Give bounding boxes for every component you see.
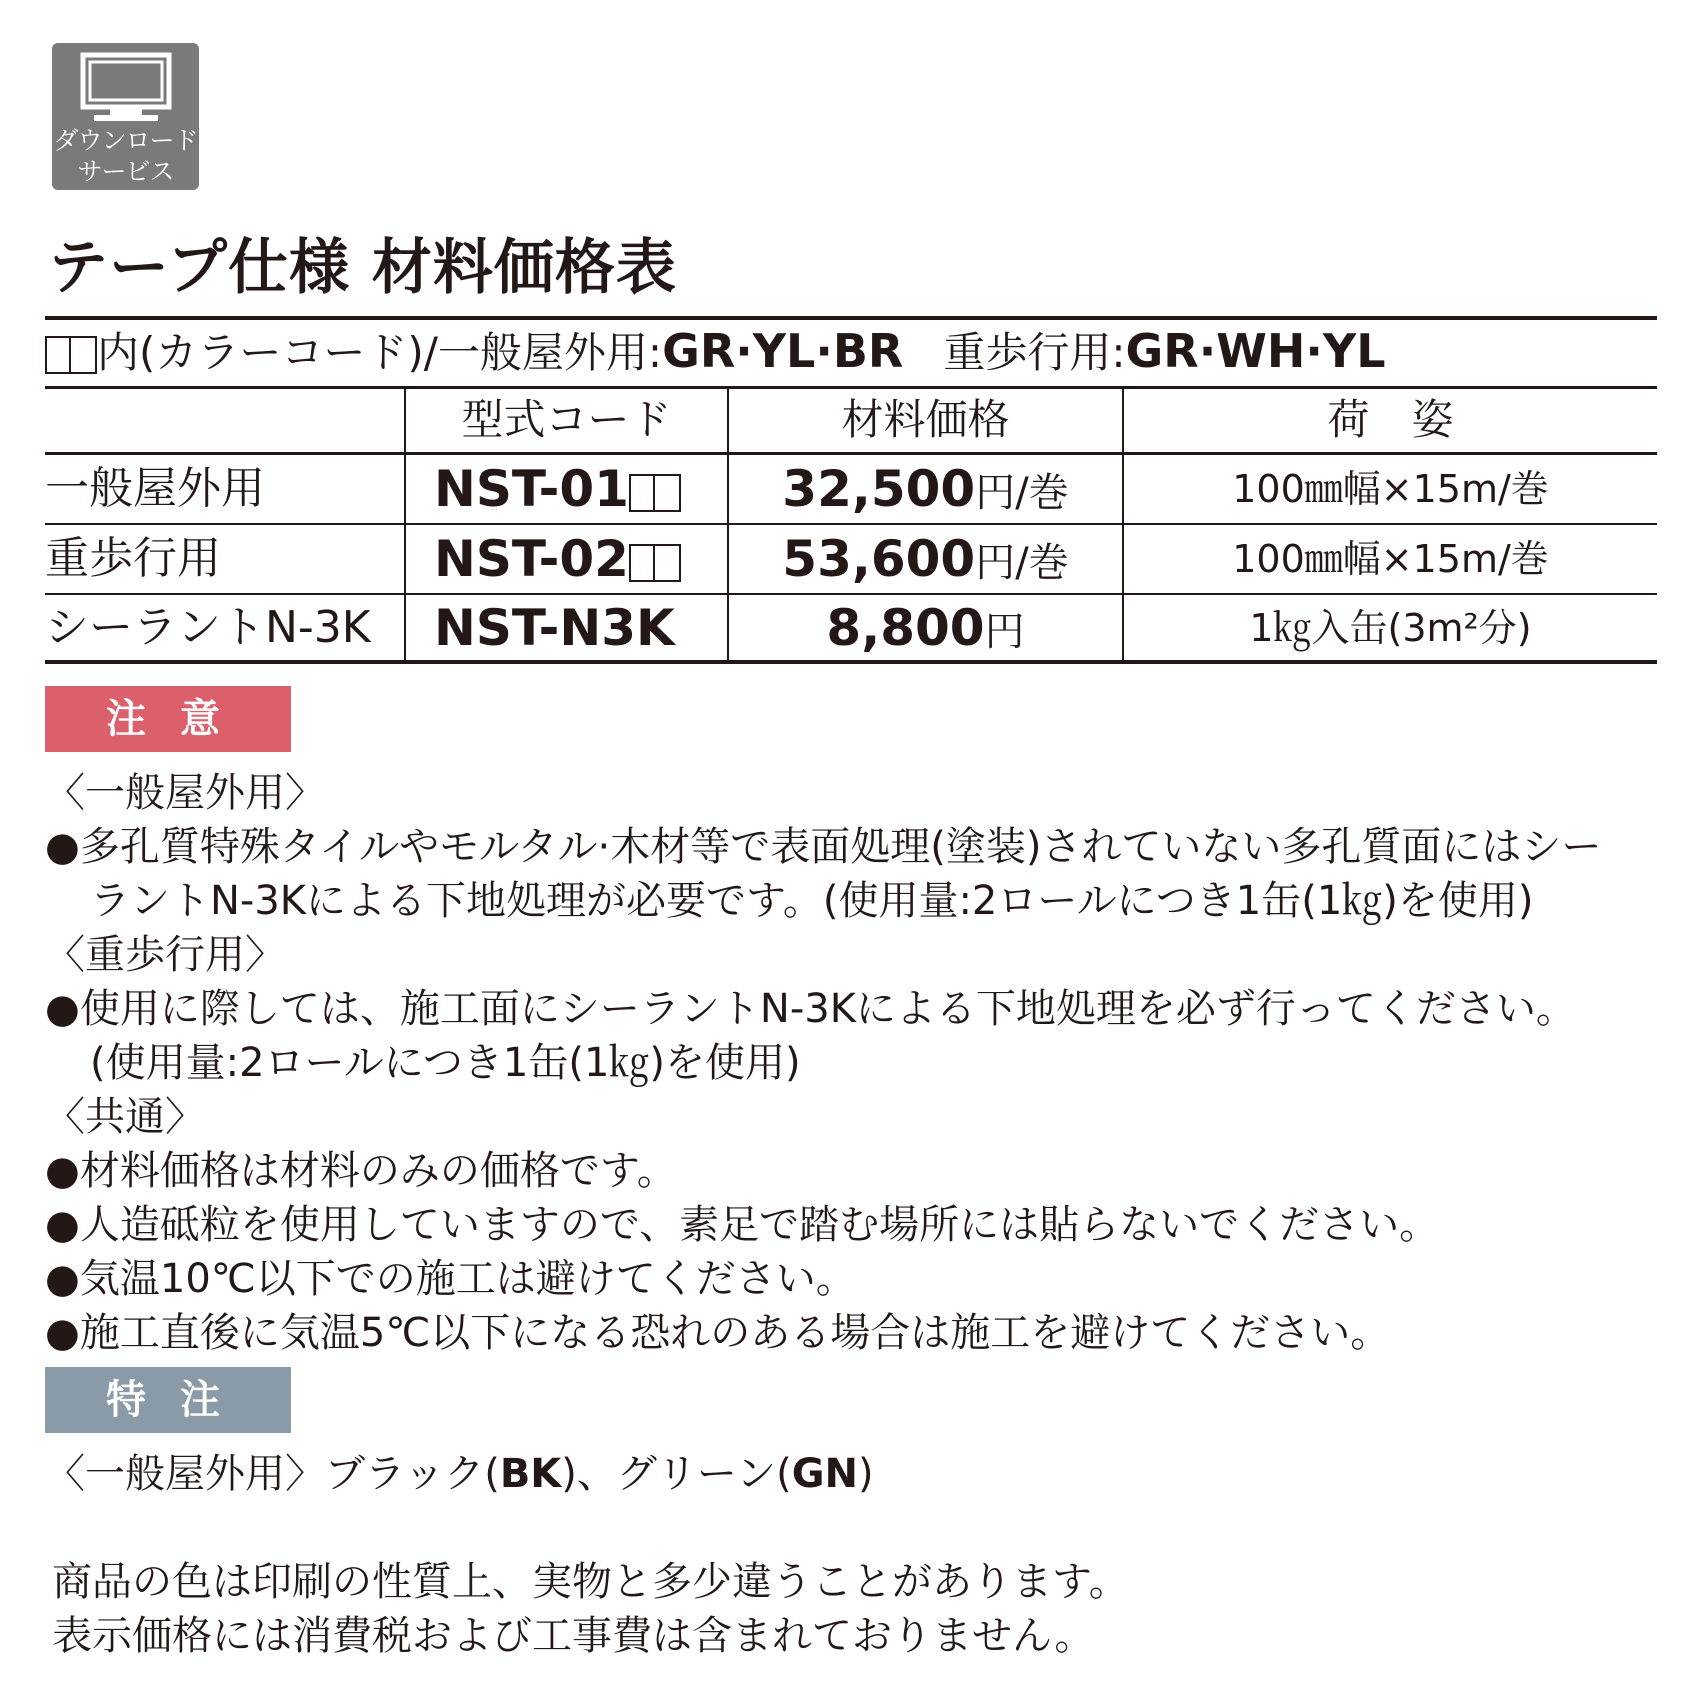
caution-line: ●多孔質特殊タイルやモルタル·木材等で表面処理(塗装)されていない多孔質面にはシー [45, 824, 1602, 870]
color-code-boxes [45, 323, 97, 389]
color-code-boxes [629, 533, 681, 593]
table-row-rule [45, 523, 1657, 525]
caution-line: ●使用に際しては、施工面にシーラントN-3Kによる下地処理を必ず行ってください。 [45, 986, 1576, 1032]
special-order-label: 特 注 [45, 1367, 291, 1433]
row-packaging: 100㎜幅×15m/巻 [1232, 537, 1549, 581]
page-title: テープ仕様 材料価格表 [48, 233, 677, 303]
caution-line: 〈重歩行用〉 [45, 932, 285, 978]
general-color-codes: GR·YL·BR [662, 324, 904, 378]
caution-line: ●施工直後に気温5℃以下になる恐れのある場合は施工を避けてください。 [45, 1310, 1391, 1356]
row-packaging: 1㎏入缶(3m²分) [1249, 606, 1532, 650]
row-price: 32,500円/巻 [782, 460, 1069, 518]
color-code-note [45, 318, 1386, 384]
caution-line: ●材料価格は材料のみの価格です。 [45, 1148, 677, 1194]
table-header-rule [45, 452, 1657, 455]
caution-line: ●気温10℃以下での施工は避けてください。 [45, 1256, 856, 1302]
row-price: 8,800円 [826, 599, 1025, 657]
special-order-line: 〈一般屋外用〉ブラック(BK)、グリーン(GN) [45, 1451, 874, 1497]
caution-line: 〈共通〉 [45, 1094, 205, 1140]
caution-line: 〈一般屋外用〉 [45, 770, 325, 816]
row-packaging: 100㎜幅×15m/巻 [1232, 467, 1549, 511]
row-price: 53,600円/巻 [782, 530, 1069, 588]
table-row-rule [45, 593, 1657, 595]
footer-note: 商品の色は印刷の性質上、実物と多少違うことがあります。 [52, 1559, 1129, 1605]
header-material-price: 材料価格 [841, 395, 1010, 444]
caution-line: (使用量:2ロールにつき1缶(1㎏)を使用) [90, 1040, 801, 1086]
caution-label: 注 意 [45, 686, 291, 752]
color-code-boxes [629, 463, 681, 523]
download-service-button[interactable] [52, 43, 199, 190]
footer-note: 表示価格には消費税および工事費は含まれておりません。 [52, 1613, 1095, 1659]
row-model-code: NST-N3K [434, 599, 675, 657]
color-note-prefix: 内(カラーコード)/一般屋外用: [97, 328, 663, 377]
caution-line: ラントN-3Kによる下地処理が必要です。(使用量:2ロールにつき1缶(1㎏)を使用) [90, 878, 1534, 924]
download-service-label: ダウンロード サービス [53, 126, 198, 186]
header-model-code: 型式コード [461, 395, 672, 444]
heavy-label: 重歩行用: [943, 328, 1126, 377]
table-top-rule [45, 386, 1657, 389]
row-model-code: NST-02 [434, 529, 681, 593]
row-name: シーラントN-3K [45, 602, 371, 653]
header-packaging: 荷 姿 [1327, 395, 1454, 444]
row-name: 一般屋外用 [45, 463, 265, 514]
caution-line: ●人造砥粒を使用していますので、素足で踏む場所には貼らないでください。 [45, 1202, 1440, 1248]
heavy-color-codes: GR·WH·YL [1125, 324, 1386, 378]
row-model-code: NST-01 [434, 459, 681, 523]
row-name: 重歩行用 [45, 533, 221, 584]
monitor-icon [80, 52, 172, 124]
